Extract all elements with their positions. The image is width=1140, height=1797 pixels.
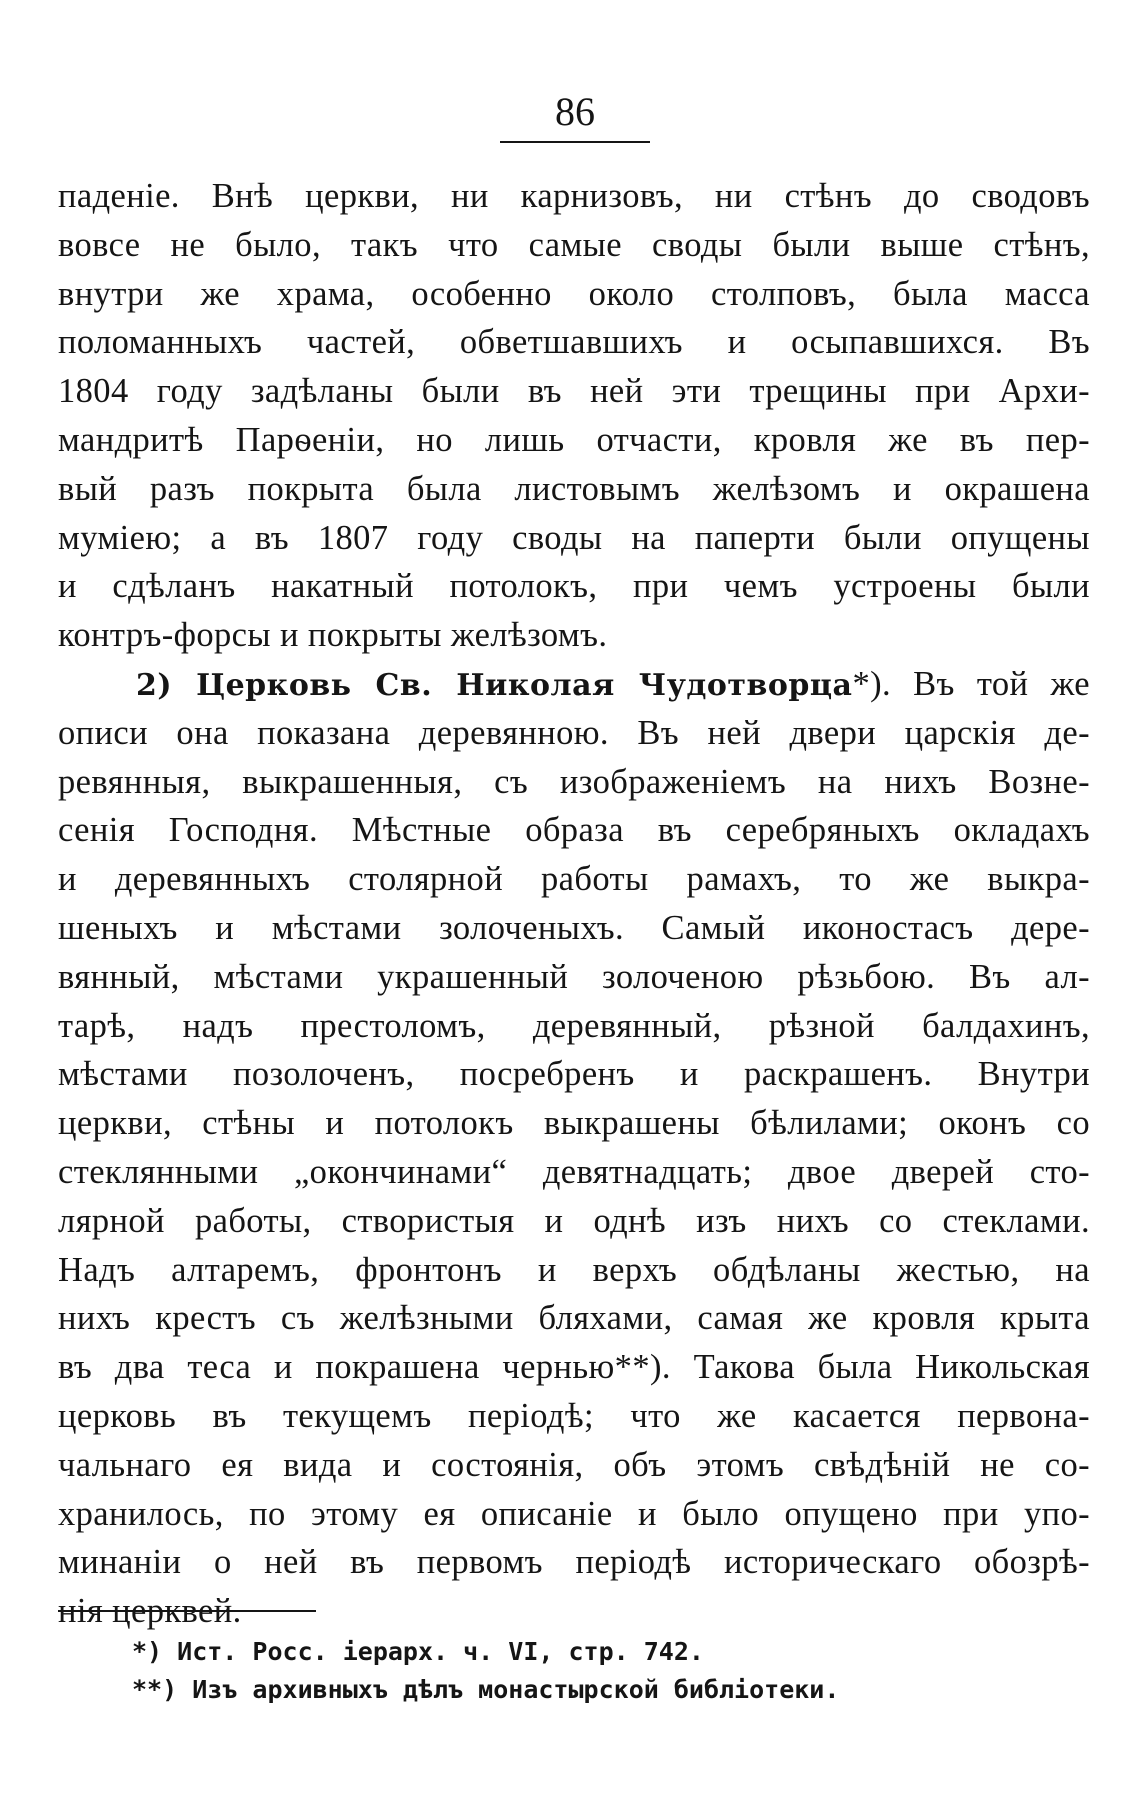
page-number: 86 [555, 89, 595, 134]
text-line: мандритѣ Парѳеніи, но лишь отчасти, кровля же въ пер- [58, 420, 1090, 459]
text-line: вовсе не было, такъ что самые своды были выше стѣнъ, [58, 225, 1090, 264]
paragraph-1 [58, 172, 1090, 660]
text-line: минаніи о ней въ первомъ періодѣ историческаго обозрѣ- [58, 1543, 1090, 1582]
heading-line-rest: *). Въ той же [852, 664, 1091, 703]
footnote-rule [58, 1610, 316, 1612]
footnotes [132, 1633, 839, 1709]
text-line: церкви, стѣны и потолокъ выкрашены бѣлилами; оконъ со [58, 1104, 1090, 1143]
text-line: тарѣ, надъ престоломъ, деревянный, рѣзной балдахинъ, [58, 1006, 1090, 1045]
footnote-2: **) Изъ архивныхъ дѣлъ монастырской библіотеки. [132, 1675, 840, 1704]
paragraph-2 [58, 660, 1090, 1636]
page-number-rule [500, 141, 650, 143]
text-line: нихъ крестъ съ желѣзными бляхами, самая же кровля крыта [58, 1299, 1090, 1338]
text-line: и деревянныхъ столярной работы рамахъ, то же выкра- [58, 860, 1090, 899]
text-line: чальнаго ея вида и состоянія, объ этомъ свѣдѣній не со- [58, 1445, 1090, 1484]
footnote-1: *) Ист. Росс. іерарх. ч. VI, стр. 742. [132, 1637, 704, 1666]
text-line: и сдѣланъ накатный потолокъ, при чемъ устроены были [58, 567, 1090, 606]
text-line: контръ-форсы и покрыты желѣзомъ. [58, 616, 608, 655]
text-line: муміею; а въ 1807 году своды на паперти были опущены [58, 518, 1090, 557]
text-line: внутри же храма, особенно около столповъ, была масса [58, 274, 1090, 313]
text-line: описи она показана деревянною. Въ ней двери царскія де- [58, 713, 1090, 752]
text-line: мѣстами позолоченъ, посребренъ и раскрашенъ. Внутри [58, 1055, 1090, 1094]
text-line: паденіе. Внѣ церкви, ни карнизовъ, ни стѣнъ до сводовъ [58, 177, 1090, 215]
body-text [58, 172, 1090, 1636]
text-line: нія церквей. [58, 1592, 242, 1631]
text-line: шеныхъ и мѣстами золоченыхъ. Самый иконостасъ дере- [58, 908, 1090, 947]
text-line: хранилось, по этому ея описаніе и было опущено при упо- [58, 1494, 1090, 1533]
text-line: Надъ алтаремъ, фронтонъ и верхъ обдѣланы жестью, на [58, 1250, 1090, 1289]
text-line: ревянныя, выкрашенныя, съ изображеніемъ на нихъ Возне- [58, 762, 1090, 801]
text-line: церковь въ текущемъ періодѣ; что же касается первона- [58, 1396, 1090, 1435]
text-line: поломанныхъ частей, обветшавшихъ и осыпавшихся. Въ [58, 323, 1090, 362]
text-line: лярной работы, створистыя и однѣ изъ нихъ со стеклами. [58, 1201, 1090, 1240]
text-line: сенія Господня. Мѣстные образа въ серебряныхъ окладахъ [58, 811, 1090, 850]
section-heading: 2) Церковь Св. Николая Чудотворца [136, 667, 853, 703]
text-line: въ два теса и покрашена чернью**). Такова была Никольская [58, 1348, 1090, 1387]
text-line: вый разъ покрыта была листовымъ желѣзомъ и окрашена [58, 469, 1090, 508]
heading-line [58, 660, 1090, 709]
text-line: 1804 году задѣланы были въ ней эти трещины при Архи- [58, 372, 1090, 411]
text-line: стеклянными „окончинами“ девятнадцать; двое дверей сто- [58, 1152, 1090, 1191]
text-line: вянный, мѣстами украшенный золоченою рѣзьбою. Въ ал- [58, 957, 1090, 996]
